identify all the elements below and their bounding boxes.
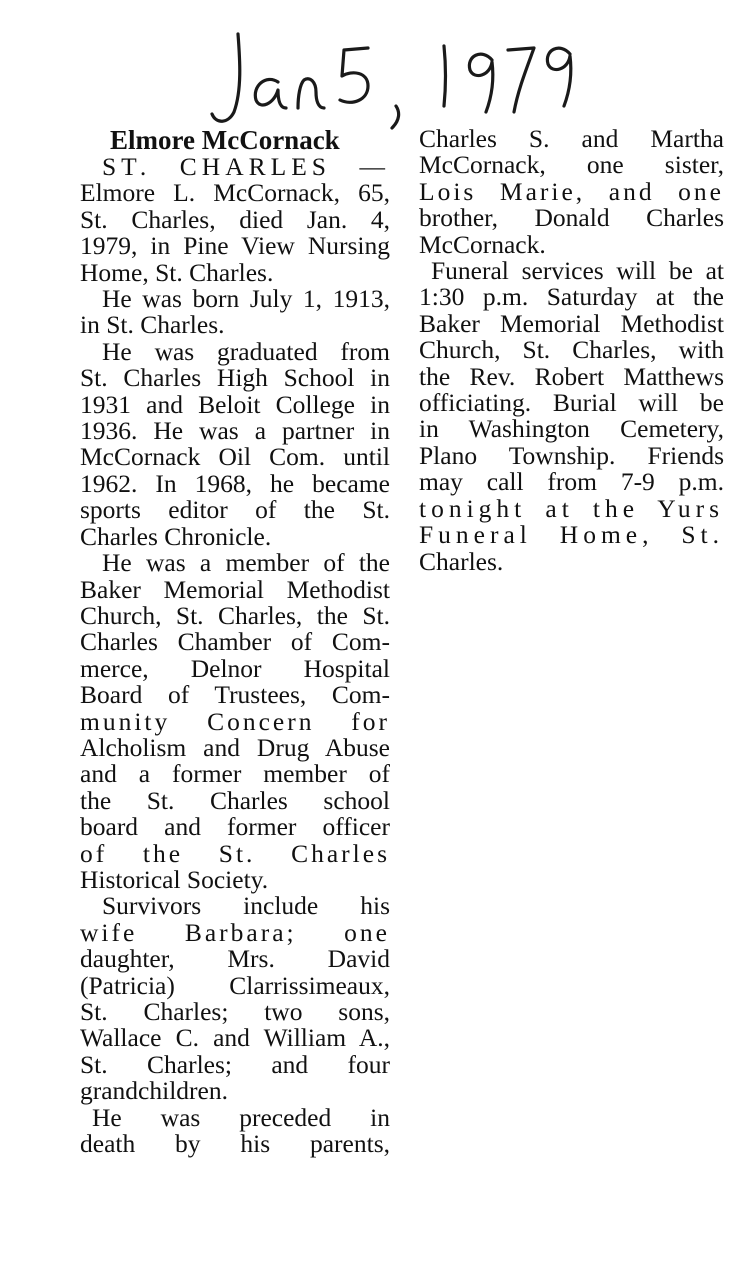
text-line: He was graduated from	[102, 336, 390, 366]
text-line: munity Concern for	[80, 706, 390, 736]
text-line: Funeral Home, St.	[419, 520, 724, 550]
text-line: 1962. In 1968, he became	[80, 468, 390, 498]
text-line: Charles Chronicle.	[80, 521, 272, 551]
dateline: ST. CHARLES —	[102, 152, 390, 181]
text-line: 1979, in Pine View Nursing	[80, 231, 390, 261]
text-line: may call from 7-9 p.m.	[419, 467, 724, 497]
text-line: the St. Charles school	[80, 785, 390, 815]
text-line: daughter, Mrs. David	[80, 944, 390, 974]
text-line: Wallace C. and William A.,	[80, 1023, 390, 1053]
text-line: Charles.	[419, 546, 504, 576]
text-line: Plano Township. Friends	[419, 440, 724, 470]
text-line: He was born July 1, 1913,	[102, 284, 390, 314]
text-line: and a former member of	[80, 759, 390, 789]
text-line: brother, Donald Charles	[419, 203, 724, 233]
text-line: death by his parents,	[80, 1129, 390, 1159]
text-line: tonight at the Yurs	[419, 493, 724, 523]
text-line: Elmore L. McCornack, 65,	[80, 178, 390, 208]
text-line: Board of Trustees, Com-	[80, 680, 390, 710]
text-line: 1931 and Beloit College in	[80, 389, 390, 419]
text-line: of the St. Charles	[80, 838, 390, 868]
text-line: McCornack.	[419, 229, 546, 259]
text-line: Church, St. Charles, the St.	[80, 600, 390, 630]
text-line: (Patricia) Clarrissimeaux,	[80, 970, 390, 1000]
obituary-headline: Elmore McCornack	[110, 125, 340, 155]
text-line: St. Charles; and four	[80, 1049, 390, 1079]
text-line: He was preceded in	[92, 1102, 390, 1132]
text-line: Alcholism and Drug Abuse	[80, 732, 390, 762]
text-line: St. Charles; two sons,	[80, 997, 390, 1026]
text-line: 1:30 p.m. Saturday at the	[419, 282, 724, 312]
text-line: 1936. He was a partner in	[80, 416, 390, 446]
text-line: Charles Chamber of Com-	[80, 627, 390, 657]
text-line: Funeral services will be at	[431, 256, 724, 286]
handwritten-date	[200, 20, 600, 130]
text-line: St. Charles High School in	[80, 363, 390, 393]
text-line: in Washington Cemetery,	[419, 414, 724, 444]
text-line: grandchildren.	[80, 1076, 228, 1106]
text-line: Home, St. Charles.	[80, 257, 274, 287]
text-line: Baker Memorial Methodist	[80, 574, 390, 604]
handwritten-date-drawing	[200, 20, 600, 130]
text-line: McCornack Oil Com. until	[80, 442, 390, 472]
text-line: merce, Delnor Hospital	[80, 653, 390, 683]
text-line: He was a member of the	[102, 548, 390, 578]
obituary-column-left	[80, 126, 390, 1157]
text-line: Church, St. Charles, with	[419, 335, 724, 365]
text-line: St. Charles, died Jan. 4,	[80, 204, 390, 234]
text-line: sports editor of the St.	[80, 495, 390, 525]
text-line: board and former officer	[80, 812, 390, 842]
text-line: officiating. Burial will be	[419, 388, 724, 418]
text-line: Survivors include his	[102, 891, 390, 921]
text-line: McCornack, one sister,	[419, 150, 724, 180]
text-line: Baker Memorial Methodist	[419, 308, 724, 338]
text-line: wife Barbara; one	[80, 917, 390, 947]
text-line: Charles S. and Martha	[419, 124, 724, 153]
text-line: Lois Marie, and one	[419, 176, 724, 206]
text-line: Historical Society.	[80, 864, 269, 894]
obituary-column-right	[419, 126, 724, 575]
text-line: the Rev. Robert Matthews	[419, 361, 724, 391]
text-line: in St. Charles.	[80, 310, 225, 340]
